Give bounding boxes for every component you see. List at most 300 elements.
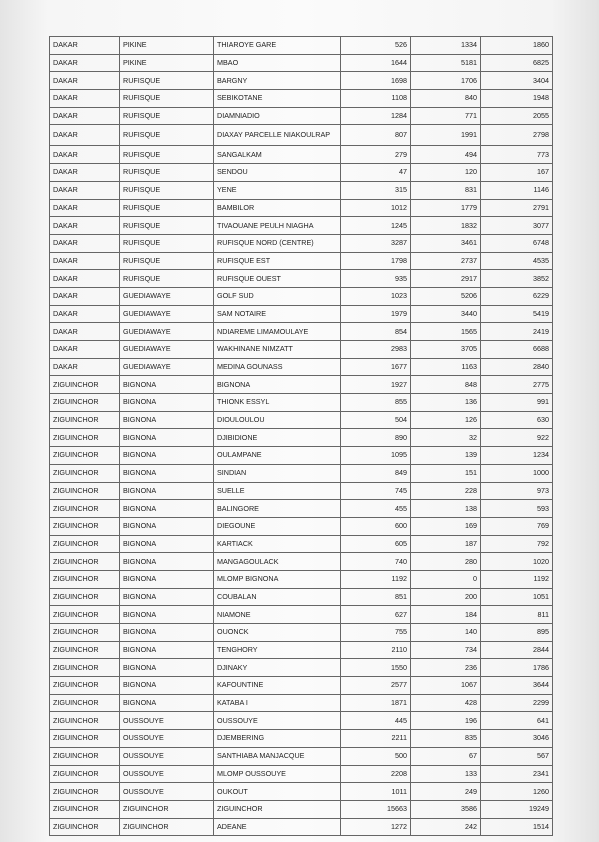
table-row xyxy=(50,341,553,359)
table-row xyxy=(50,90,553,108)
region-cell: ZIGUINCHOR xyxy=(50,730,120,748)
commune-cell: RUFISQUE OUEST xyxy=(214,270,341,288)
commune-cell: OUONCK xyxy=(214,624,341,642)
total-cell: 6825 xyxy=(481,54,553,72)
commune-cell: OUSSOUYE xyxy=(214,712,341,730)
value-1-cell: 1677 xyxy=(341,358,411,376)
value-1-cell: 1644 xyxy=(341,54,411,72)
department-cell: BIGNONA xyxy=(120,376,214,394)
value-2-cell: 1706 xyxy=(411,72,481,90)
region-cell: DAKAR xyxy=(50,217,120,235)
value-1-cell: 600 xyxy=(341,517,411,535)
total-cell: 5419 xyxy=(481,305,553,323)
value-1-cell: 1871 xyxy=(341,694,411,712)
value-1-cell: 849 xyxy=(341,464,411,482)
value-1-cell: 1284 xyxy=(341,107,411,125)
total-cell: 2775 xyxy=(481,376,553,394)
region-cell: DAKAR xyxy=(50,181,120,199)
department-cell: RUFISQUE xyxy=(120,146,214,164)
region-cell: DAKAR xyxy=(50,199,120,217)
department-cell: GUEDIAWAYE xyxy=(120,323,214,341)
value-2-cell: 840 xyxy=(411,90,481,108)
department-cell: BIGNONA xyxy=(120,694,214,712)
department-cell: ZIGUINCHOR xyxy=(120,800,214,818)
total-cell: 2299 xyxy=(481,694,553,712)
commune-cell: KARTIACK xyxy=(214,535,341,553)
region-cell: DAKAR xyxy=(50,107,120,125)
total-cell: 2798 xyxy=(481,125,553,146)
region-cell: ZIGUINCHOR xyxy=(50,500,120,518)
total-cell: 811 xyxy=(481,606,553,624)
commune-cell: SAM NOTAIRE xyxy=(214,305,341,323)
table-row xyxy=(50,305,553,323)
commune-cell: RUFISQUE NORD (CENTRE) xyxy=(214,234,341,252)
value-2-cell: 249 xyxy=(411,783,481,801)
department-cell: BIGNONA xyxy=(120,588,214,606)
table-row xyxy=(50,394,553,412)
value-2-cell: 151 xyxy=(411,464,481,482)
total-cell: 1000 xyxy=(481,464,553,482)
department-cell: ZIGUINCHOR xyxy=(120,818,214,836)
commune-cell: SANTHIABA MANJACQUE xyxy=(214,747,341,765)
table-row xyxy=(50,125,553,146)
table-row xyxy=(50,72,553,90)
total-cell: 1260 xyxy=(481,783,553,801)
value-1-cell: 740 xyxy=(341,553,411,571)
commune-cell: DJEMBERING xyxy=(214,730,341,748)
value-1-cell: 855 xyxy=(341,394,411,412)
value-2-cell: 3586 xyxy=(411,800,481,818)
value-2-cell: 5181 xyxy=(411,54,481,72)
table-row xyxy=(50,482,553,500)
value-1-cell: 2211 xyxy=(341,730,411,748)
region-cell: ZIGUINCHOR xyxy=(50,712,120,730)
region-cell: DAKAR xyxy=(50,358,120,376)
commune-cell: OUKOUT xyxy=(214,783,341,801)
table-row xyxy=(50,217,553,235)
table-row xyxy=(50,358,553,376)
region-cell: DAKAR xyxy=(50,37,120,55)
region-cell: DAKAR xyxy=(50,305,120,323)
region-cell: ZIGUINCHOR xyxy=(50,818,120,836)
table-row xyxy=(50,747,553,765)
commune-cell: DIEGOUNE xyxy=(214,517,341,535)
region-cell: ZIGUINCHOR xyxy=(50,800,120,818)
value-2-cell: 184 xyxy=(411,606,481,624)
department-cell: RUFISQUE xyxy=(120,234,214,252)
commune-cell: WAKHINANE NIMZATT xyxy=(214,341,341,359)
department-cell: BIGNONA xyxy=(120,570,214,588)
value-2-cell: 1832 xyxy=(411,217,481,235)
table-row xyxy=(50,411,553,429)
total-cell: 2341 xyxy=(481,765,553,783)
total-cell: 1948 xyxy=(481,90,553,108)
value-1-cell: 315 xyxy=(341,181,411,199)
value-2-cell: 3705 xyxy=(411,341,481,359)
value-2-cell: 1163 xyxy=(411,358,481,376)
total-cell: 167 xyxy=(481,164,553,182)
table-row xyxy=(50,252,553,270)
commune-cell: MLOMP BIGNONA xyxy=(214,570,341,588)
total-cell: 593 xyxy=(481,500,553,518)
department-cell: RUFISQUE xyxy=(120,107,214,125)
region-cell: ZIGUINCHOR xyxy=(50,570,120,588)
department-cell: RUFISQUE xyxy=(120,199,214,217)
table-row xyxy=(50,517,553,535)
value-2-cell: 835 xyxy=(411,730,481,748)
table-row xyxy=(50,376,553,394)
commune-cell: BIGNONA xyxy=(214,376,341,394)
table-row xyxy=(50,500,553,518)
total-cell: 19249 xyxy=(481,800,553,818)
region-cell: ZIGUINCHOR xyxy=(50,747,120,765)
region-cell: DAKAR xyxy=(50,270,120,288)
department-cell: OUSSOUYE xyxy=(120,712,214,730)
commune-cell: KAFOUNTINE xyxy=(214,677,341,695)
total-cell: 567 xyxy=(481,747,553,765)
table-row xyxy=(50,783,553,801)
value-2-cell: 5206 xyxy=(411,287,481,305)
commune-cell: NIAMONE xyxy=(214,606,341,624)
value-1-cell: 47 xyxy=(341,164,411,182)
commune-cell: BAMBILOR xyxy=(214,199,341,217)
value-2-cell: 139 xyxy=(411,447,481,465)
total-cell: 3852 xyxy=(481,270,553,288)
value-2-cell: 1067 xyxy=(411,677,481,695)
value-2-cell: 120 xyxy=(411,164,481,182)
commune-cell: NDIAREME LIMAMOULAYE xyxy=(214,323,341,341)
department-cell: OUSSOUYE xyxy=(120,765,214,783)
value-1-cell: 935 xyxy=(341,270,411,288)
commune-cell: SUELLE xyxy=(214,482,341,500)
value-1-cell: 851 xyxy=(341,588,411,606)
value-1-cell: 504 xyxy=(341,411,411,429)
department-cell: BIGNONA xyxy=(120,464,214,482)
department-cell: BIGNONA xyxy=(120,624,214,642)
department-cell: BIGNONA xyxy=(120,394,214,412)
total-cell: 895 xyxy=(481,624,553,642)
total-cell: 641 xyxy=(481,712,553,730)
commune-cell: BARGNY xyxy=(214,72,341,90)
department-cell: BIGNONA xyxy=(120,482,214,500)
value-1-cell: 745 xyxy=(341,482,411,500)
department-cell: RUFISQUE xyxy=(120,252,214,270)
table-row xyxy=(50,107,553,125)
total-cell: 1020 xyxy=(481,553,553,571)
region-cell: DAKAR xyxy=(50,146,120,164)
table-row xyxy=(50,181,553,199)
value-2-cell: 133 xyxy=(411,765,481,783)
region-cell: DAKAR xyxy=(50,234,120,252)
region-cell: ZIGUINCHOR xyxy=(50,482,120,500)
commune-cell: COUBALAN xyxy=(214,588,341,606)
table-row xyxy=(50,429,553,447)
table-row xyxy=(50,54,553,72)
value-1-cell: 1979 xyxy=(341,305,411,323)
value-2-cell: 236 xyxy=(411,659,481,677)
total-cell: 973 xyxy=(481,482,553,500)
region-cell: DAKAR xyxy=(50,72,120,90)
region-cell: DAKAR xyxy=(50,54,120,72)
commune-cell: OULAMPANE xyxy=(214,447,341,465)
region-cell: ZIGUINCHOR xyxy=(50,553,120,571)
region-cell: ZIGUINCHOR xyxy=(50,464,120,482)
region-cell: ZIGUINCHOR xyxy=(50,641,120,659)
value-2-cell: 3461 xyxy=(411,234,481,252)
commune-cell: BALINGORE xyxy=(214,500,341,518)
total-cell: 4535 xyxy=(481,252,553,270)
department-cell: BIGNONA xyxy=(120,659,214,677)
value-1-cell: 890 xyxy=(341,429,411,447)
value-2-cell: 200 xyxy=(411,588,481,606)
table-row xyxy=(50,606,553,624)
department-cell: BIGNONA xyxy=(120,606,214,624)
table-row xyxy=(50,570,553,588)
department-cell: GUEDIAWAYE xyxy=(120,341,214,359)
total-cell: 991 xyxy=(481,394,553,412)
department-cell: RUFISQUE xyxy=(120,90,214,108)
total-cell: 2419 xyxy=(481,323,553,341)
department-cell: BIGNONA xyxy=(120,447,214,465)
region-cell: ZIGUINCHOR xyxy=(50,429,120,447)
total-cell: 1860 xyxy=(481,37,553,55)
total-cell: 769 xyxy=(481,517,553,535)
table-row xyxy=(50,730,553,748)
value-1-cell: 15663 xyxy=(341,800,411,818)
total-cell: 2055 xyxy=(481,107,553,125)
value-1-cell: 1012 xyxy=(341,199,411,217)
value-1-cell: 2110 xyxy=(341,641,411,659)
department-cell: PIKINE xyxy=(120,54,214,72)
value-2-cell: 242 xyxy=(411,818,481,836)
value-1-cell: 1798 xyxy=(341,252,411,270)
value-2-cell: 169 xyxy=(411,517,481,535)
value-2-cell: 1779 xyxy=(411,199,481,217)
total-cell: 1514 xyxy=(481,818,553,836)
total-cell: 792 xyxy=(481,535,553,553)
department-cell: PIKINE xyxy=(120,37,214,55)
total-cell: 1786 xyxy=(481,659,553,677)
table-row xyxy=(50,270,553,288)
total-cell: 630 xyxy=(481,411,553,429)
department-cell: RUFISQUE xyxy=(120,270,214,288)
total-cell: 1234 xyxy=(481,447,553,465)
value-1-cell: 2208 xyxy=(341,765,411,783)
value-2-cell: 280 xyxy=(411,553,481,571)
commune-cell: THIAROYE GARE xyxy=(214,37,341,55)
total-cell: 2844 xyxy=(481,641,553,659)
total-cell: 773 xyxy=(481,146,553,164)
commune-cell: ADEANE xyxy=(214,818,341,836)
commune-cell: DJIBIDIONE xyxy=(214,429,341,447)
value-2-cell: 3440 xyxy=(411,305,481,323)
total-cell: 6229 xyxy=(481,287,553,305)
commune-cell: MBAO xyxy=(214,54,341,72)
value-2-cell: 0 xyxy=(411,570,481,588)
value-2-cell: 1334 xyxy=(411,37,481,55)
commune-cell: TENGHORY xyxy=(214,641,341,659)
value-1-cell: 605 xyxy=(341,535,411,553)
department-cell: OUSSOUYE xyxy=(120,747,214,765)
department-cell: BIGNONA xyxy=(120,517,214,535)
commune-cell: MEDINA GOUNASS xyxy=(214,358,341,376)
value-1-cell: 1927 xyxy=(341,376,411,394)
table-row xyxy=(50,624,553,642)
region-cell: ZIGUINCHOR xyxy=(50,517,120,535)
department-cell: BIGNONA xyxy=(120,677,214,695)
value-2-cell: 2737 xyxy=(411,252,481,270)
table-row xyxy=(50,323,553,341)
commune-cell: KATABA I xyxy=(214,694,341,712)
commune-cell: THIONK ESSYL xyxy=(214,394,341,412)
table-row xyxy=(50,800,553,818)
value-2-cell: 138 xyxy=(411,500,481,518)
commune-cell: SINDIAN xyxy=(214,464,341,482)
commune-cell: ZIGUINCHOR xyxy=(214,800,341,818)
table-row xyxy=(50,641,553,659)
department-cell: BIGNONA xyxy=(120,641,214,659)
department-cell: OUSSOUYE xyxy=(120,730,214,748)
total-cell: 2791 xyxy=(481,199,553,217)
value-2-cell: 428 xyxy=(411,694,481,712)
commune-cell: SENDOU xyxy=(214,164,341,182)
value-1-cell: 2983 xyxy=(341,341,411,359)
region-cell: DAKAR xyxy=(50,125,120,146)
table-row xyxy=(50,818,553,836)
value-1-cell: 1192 xyxy=(341,570,411,588)
table-row xyxy=(50,287,553,305)
department-cell: GUEDIAWAYE xyxy=(120,358,214,376)
value-2-cell: 1991 xyxy=(411,125,481,146)
table-row xyxy=(50,447,553,465)
commune-cell: DIAXAY PARCELLE NIAKOULRAP xyxy=(214,125,341,146)
value-2-cell: 734 xyxy=(411,641,481,659)
total-cell: 6748 xyxy=(481,234,553,252)
department-cell: BIGNONA xyxy=(120,429,214,447)
total-cell: 3644 xyxy=(481,677,553,695)
value-1-cell: 755 xyxy=(341,624,411,642)
department-cell: BIGNONA xyxy=(120,411,214,429)
table-row xyxy=(50,765,553,783)
department-cell: GUEDIAWAYE xyxy=(120,287,214,305)
table-row xyxy=(50,146,553,164)
total-cell: 922 xyxy=(481,429,553,447)
department-cell: GUEDIAWAYE xyxy=(120,305,214,323)
value-1-cell: 3287 xyxy=(341,234,411,252)
table-row xyxy=(50,659,553,677)
total-cell: 1192 xyxy=(481,570,553,588)
region-cell: ZIGUINCHOR xyxy=(50,588,120,606)
value-2-cell: 494 xyxy=(411,146,481,164)
total-cell: 1051 xyxy=(481,588,553,606)
value-1-cell: 1550 xyxy=(341,659,411,677)
value-2-cell: 140 xyxy=(411,624,481,642)
value-1-cell: 1245 xyxy=(341,217,411,235)
value-1-cell: 526 xyxy=(341,37,411,55)
region-cell: ZIGUINCHOR xyxy=(50,765,120,783)
value-2-cell: 67 xyxy=(411,747,481,765)
commune-cell: TIVAOUANE PEULH NIAGHA xyxy=(214,217,341,235)
table-row xyxy=(50,37,553,55)
value-1-cell: 1095 xyxy=(341,447,411,465)
value-2-cell: 196 xyxy=(411,712,481,730)
total-cell: 3404 xyxy=(481,72,553,90)
value-1-cell: 1108 xyxy=(341,90,411,108)
region-cell: ZIGUINCHOR xyxy=(50,694,120,712)
table-row xyxy=(50,712,553,730)
table-body xyxy=(50,37,553,836)
commune-cell: RUFISQUE EST xyxy=(214,252,341,270)
value-1-cell: 1272 xyxy=(341,818,411,836)
value-2-cell: 187 xyxy=(411,535,481,553)
table-row xyxy=(50,464,553,482)
region-cell: DAKAR xyxy=(50,252,120,270)
total-cell: 2840 xyxy=(481,358,553,376)
department-cell: RUFISQUE xyxy=(120,217,214,235)
value-2-cell: 228 xyxy=(411,482,481,500)
value-1-cell: 279 xyxy=(341,146,411,164)
value-1-cell: 1011 xyxy=(341,783,411,801)
commune-cell: DJINAKY xyxy=(214,659,341,677)
value-2-cell: 1565 xyxy=(411,323,481,341)
department-cell: BIGNONA xyxy=(120,500,214,518)
value-1-cell: 2577 xyxy=(341,677,411,695)
region-cell: ZIGUINCHOR xyxy=(50,783,120,801)
total-cell: 6688 xyxy=(481,341,553,359)
value-2-cell: 2917 xyxy=(411,270,481,288)
table-row xyxy=(50,535,553,553)
region-cell: ZIGUINCHOR xyxy=(50,659,120,677)
value-2-cell: 831 xyxy=(411,181,481,199)
commune-cell: DIOULOULOU xyxy=(214,411,341,429)
value-2-cell: 136 xyxy=(411,394,481,412)
department-cell: OUSSOUYE xyxy=(120,783,214,801)
commune-cell: MLOMP OUSSOUYE xyxy=(214,765,341,783)
value-2-cell: 848 xyxy=(411,376,481,394)
commune-cell: GOLF SUD xyxy=(214,287,341,305)
total-cell: 3077 xyxy=(481,217,553,235)
region-cell: ZIGUINCHOR xyxy=(50,677,120,695)
value-1-cell: 627 xyxy=(341,606,411,624)
table-row xyxy=(50,164,553,182)
value-1-cell: 445 xyxy=(341,712,411,730)
value-1-cell: 807 xyxy=(341,125,411,146)
table-row xyxy=(50,199,553,217)
value-1-cell: 1023 xyxy=(341,287,411,305)
region-cell: DAKAR xyxy=(50,287,120,305)
total-cell: 1146 xyxy=(481,181,553,199)
table-row xyxy=(50,694,553,712)
region-cell: ZIGUINCHOR xyxy=(50,606,120,624)
region-cell: DAKAR xyxy=(50,164,120,182)
region-cell: ZIGUINCHOR xyxy=(50,447,120,465)
commune-cell: MANGAGOULACK xyxy=(214,553,341,571)
value-2-cell: 126 xyxy=(411,411,481,429)
table-row xyxy=(50,588,553,606)
region-cell: DAKAR xyxy=(50,90,120,108)
table-row xyxy=(50,553,553,571)
department-cell: BIGNONA xyxy=(120,535,214,553)
department-cell: RUFISQUE xyxy=(120,125,214,146)
value-2-cell: 771 xyxy=(411,107,481,125)
value-1-cell: 455 xyxy=(341,500,411,518)
department-cell: BIGNONA xyxy=(120,553,214,571)
data-table xyxy=(49,36,553,836)
region-cell: DAKAR xyxy=(50,341,120,359)
table-row xyxy=(50,677,553,695)
department-cell: RUFISQUE xyxy=(120,181,214,199)
region-cell: ZIGUINCHOR xyxy=(50,394,120,412)
